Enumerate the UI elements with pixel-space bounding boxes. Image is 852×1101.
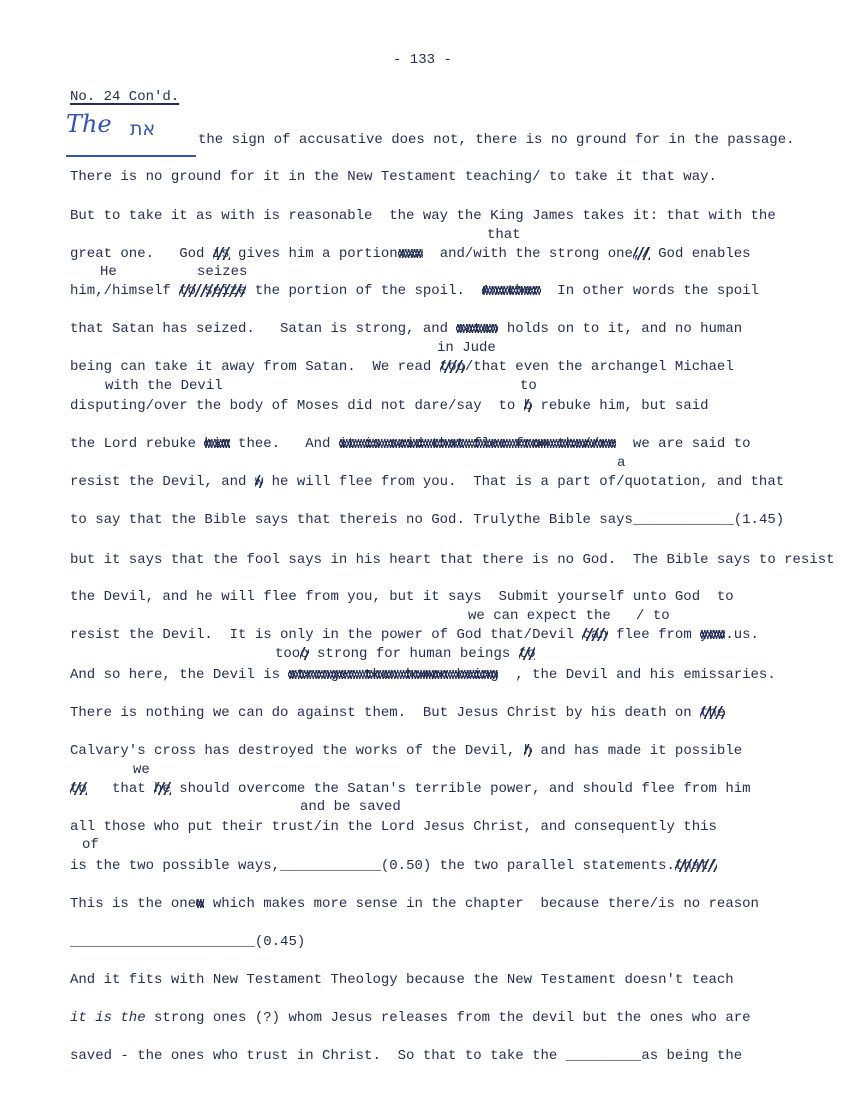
text-run: we are said to xyxy=(616,436,751,452)
typed-line xyxy=(70,1011,751,1026)
struck-text: w xyxy=(196,896,205,912)
text-run: rebuke him, but said xyxy=(532,398,709,414)
text-run: In other words the spoil xyxy=(540,283,759,299)
text-run: the Lord rebuke xyxy=(70,436,205,452)
text-run: And it fits with New Testament Theology because the New Testament doesn't teach xyxy=(70,972,734,988)
typed-line xyxy=(70,668,776,683)
text-run: all those who put their trust/in the Lord Jesus Christ, and consequently this xyxy=(70,819,717,835)
text-run: There is nothing we can do against them. But Jesus Christ by his death on xyxy=(70,705,701,721)
struck-text: satan xyxy=(456,321,499,337)
interline-insertion xyxy=(197,265,247,280)
struck-text: o xyxy=(300,646,309,662)
text-run: of xyxy=(82,837,99,853)
blank-line: _________ xyxy=(565,1048,642,1064)
interline-insertion xyxy=(617,456,625,471)
typed-line xyxy=(70,284,759,299)
interline-insertion xyxy=(82,838,99,853)
text-run: No. 24 Con'd. xyxy=(70,89,180,105)
section-heading xyxy=(70,90,179,105)
struck-text: to xyxy=(518,646,536,662)
typed-line xyxy=(70,706,725,721)
text-run: but it says that the fool says in his heart that there is no God. The Bible says to resist xyxy=(70,552,835,568)
typed-line xyxy=(70,553,835,568)
text-run: God enables xyxy=(649,246,751,262)
text-run: is the two possible ways, xyxy=(70,858,281,874)
text-run: which makes more sense in the chapter because there/is no reason xyxy=(204,896,759,912)
struck-text: b xyxy=(523,398,533,414)
text-run: it is the xyxy=(70,1010,146,1026)
handwritten-word-the xyxy=(66,112,112,137)
text-run: (0.50) the two parallel statements. xyxy=(380,858,675,874)
interline-insertion xyxy=(300,800,401,815)
text-run: strong ones (?) whom Jesus releases from the devil but the ones who are xyxy=(145,1010,751,1026)
text-run: and be saved xyxy=(300,799,401,815)
typed-line xyxy=(70,360,734,375)
typed-line xyxy=(70,859,717,874)
interline-insertion xyxy=(275,647,535,662)
text-run: we can expect the / to xyxy=(468,608,670,624)
text-run: gives him a portion xyxy=(229,246,398,262)
handwritten-hebrew: את xyxy=(130,118,156,140)
struck-text: can xyxy=(582,627,608,643)
text-run: a xyxy=(617,455,626,471)
text-run: /that even the archangel Michael xyxy=(464,359,734,375)
text-run: too xyxy=(275,646,301,662)
underline-rule xyxy=(66,153,196,157)
text-run: and/with the strong one xyxy=(422,246,633,262)
typed-line xyxy=(70,935,305,950)
timestamp: (1.45) xyxy=(733,512,785,528)
text-run: Calvary's cross has destroyed the works of the Devil, xyxy=(70,743,524,759)
typed-line xyxy=(70,897,759,912)
interline-insertion xyxy=(487,228,521,243)
handwritten-hebrew-et xyxy=(130,118,155,140)
text-run: with the Devil xyxy=(105,378,223,394)
text-run: resist the Devil, and xyxy=(70,474,255,490)
text-run: and has made it possible xyxy=(532,743,743,759)
text-run: disputing/over the body of Moses did not dare/say to xyxy=(70,398,524,414)
text-run: saved - the ones who trust in Christ. So that to take the xyxy=(70,1048,566,1064)
text-run: him,/himself xyxy=(70,283,180,299)
text-run: as being the xyxy=(641,1048,743,1064)
text-run: should overcome the Satan's terrible power, and should flee from him xyxy=(170,781,751,797)
timestamp: (0.45) xyxy=(254,934,306,950)
interline-insertion xyxy=(100,265,117,280)
typed-line xyxy=(70,1049,742,1064)
text-run: that xyxy=(86,781,155,797)
struck-text: xxx xyxy=(397,246,423,262)
interline-insertion xyxy=(133,763,150,778)
text-run: great one. God xyxy=(70,246,213,262)
text-run: .us. xyxy=(725,627,759,643)
typed-line xyxy=(70,973,734,988)
text-run: This is the one xyxy=(70,896,197,912)
typed-line xyxy=(70,782,751,797)
text-run: the Devil, and he will flee from you, but it says Submit yourself unto God to xyxy=(70,589,734,605)
text-run: seizes xyxy=(197,264,248,280)
text-run: And so here, the Devil is xyxy=(70,667,289,683)
blank-line: ______________________ xyxy=(70,934,255,950)
typed-line xyxy=(70,437,751,452)
text-run: in Jude xyxy=(437,340,496,356)
handwritten-text: The xyxy=(66,110,112,138)
text-run: to say that the Bible says that thereis no God. Trulythe Bible says xyxy=(70,512,633,528)
text-run: holds on to it, and no human xyxy=(498,321,743,337)
typed-line xyxy=(198,133,795,148)
page-number xyxy=(393,53,452,68)
struck-text: you xyxy=(700,627,726,643)
struck-text: Another xyxy=(481,283,541,299)
text-run: thee. And xyxy=(229,436,339,452)
struck-text: he xyxy=(154,781,171,797)
text-run: There is no ground for it in the New Testament teaching/ to take it that way. xyxy=(70,169,717,185)
text-run: we xyxy=(133,762,150,778)
interline-insertion xyxy=(520,379,537,394)
blank-line: ____________ xyxy=(280,858,381,874)
struck-text: that/ xyxy=(674,858,717,874)
interline-insertion xyxy=(105,379,223,394)
typed-line xyxy=(70,628,759,643)
struck-text: is xyxy=(212,246,230,262)
typed-line xyxy=(70,170,717,185)
struck-text: him xyxy=(204,436,230,452)
typed-line xyxy=(70,322,742,337)
blank-line: ____________ xyxy=(632,512,734,528)
struck-text: w xyxy=(254,474,264,490)
struck-text: too xyxy=(439,359,465,375)
text-run: he will flee from you. That is a part of/quotation, and that xyxy=(263,474,785,490)
text-run: resist the Devil. It is only in the power of God that/Devil xyxy=(70,627,583,643)
text-run: the portion of the spoil. xyxy=(246,283,482,299)
typed-line xyxy=(70,399,709,414)
struck-text: to seize xyxy=(179,283,247,299)
typed-line xyxy=(70,590,734,605)
struck-text: it is said that flee from the//xe xyxy=(338,436,617,452)
text-run: to xyxy=(520,378,537,394)
typed-line xyxy=(70,247,751,262)
text-run: But to take it as with is reasonable the way the King James takes it: that with the xyxy=(70,208,776,224)
typed-line xyxy=(70,744,742,759)
typed-line xyxy=(70,820,717,835)
interline-insertion xyxy=(468,609,670,624)
typed-line xyxy=(70,209,776,224)
interline-insertion xyxy=(437,341,496,356)
text-run: He xyxy=(100,264,117,280)
text-run: flee from xyxy=(607,627,701,643)
text-run: , the Devil and his emissaries. xyxy=(498,667,776,683)
text-run: - 133 - xyxy=(393,52,452,68)
struck-text: ,/ xyxy=(632,246,650,262)
text-run: the sign of accusative does not, there is no ground for in the passage. xyxy=(198,132,795,148)
struck-text: stronger than human being xyxy=(288,667,499,683)
text-run: that xyxy=(487,227,521,243)
typed-line xyxy=(70,513,784,528)
struck-text: the xyxy=(700,705,726,721)
struck-text: h xyxy=(523,743,533,759)
text-run: strong for human beings xyxy=(308,646,519,662)
text-run: being can take it away from Satan. We read xyxy=(70,359,440,375)
typed-line xyxy=(70,475,784,490)
struck-text: to xyxy=(70,781,87,797)
handwritten-underline xyxy=(66,147,196,162)
text-run: that Satan has seized. Satan is strong, and xyxy=(70,321,457,337)
